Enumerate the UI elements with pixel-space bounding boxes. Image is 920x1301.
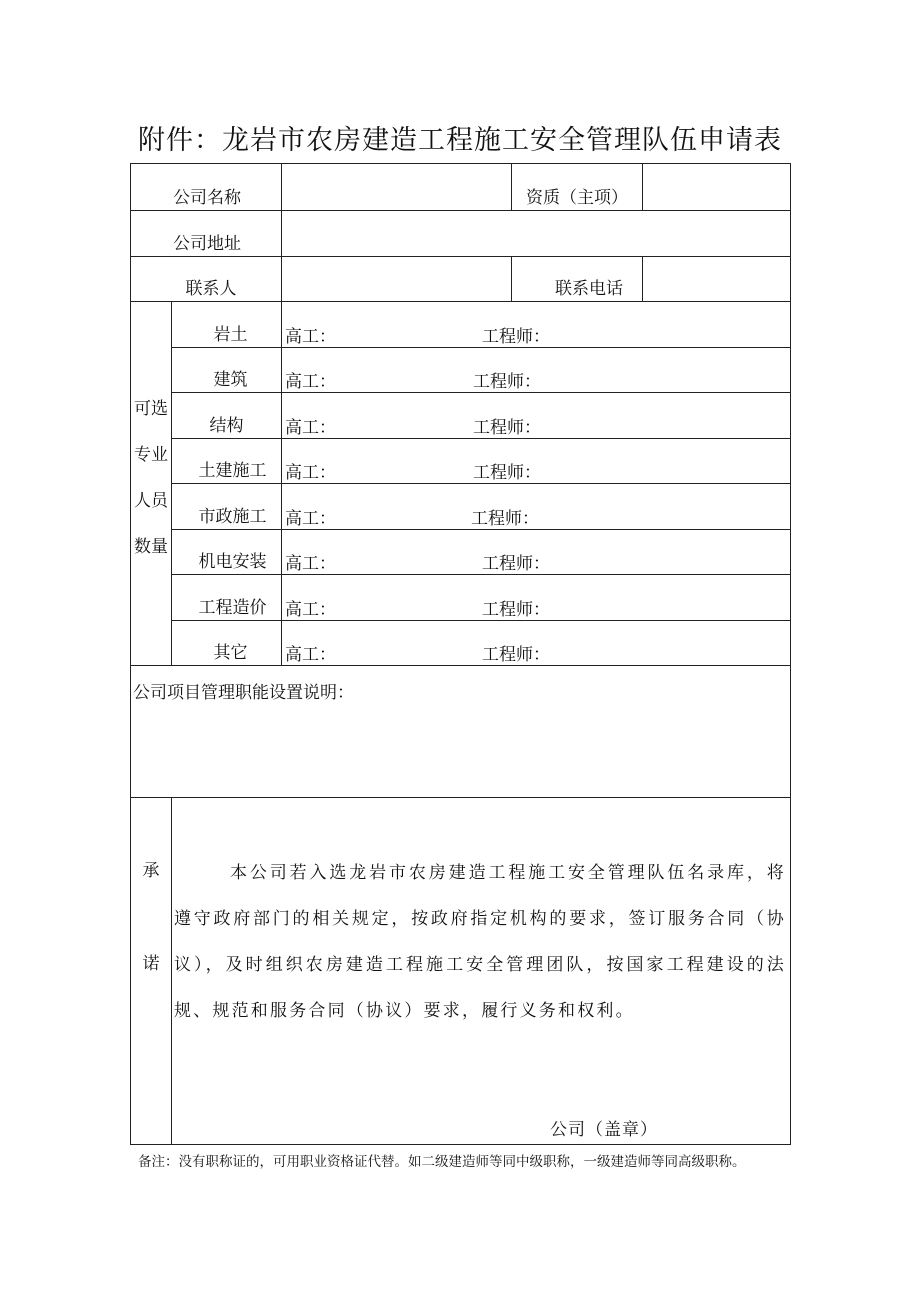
section-label-line: 数量 [134,536,168,557]
contact-field[interactable] [282,257,512,302]
company-name-field[interactable] [282,164,512,211]
senior-label: 高工： [285,418,336,438]
section-label-line: 专业 [134,444,168,465]
promise-body [172,798,791,1145]
senior-label: 高工： [285,509,336,529]
contact-label: 联系人 [131,257,282,302]
footnote: 备注：没有职称证的，可用职业资格证代替。如二级建造师等同中级职称，一级建造师等同高级职称。 [138,1154,746,1170]
specialty-label: 土建施工 [172,439,282,484]
engineer-label: 工程师： [482,600,550,620]
engineer-label: 工程师： [473,372,541,392]
specialty-label: 建筑 [172,348,282,393]
engineer-label: 工程师： [471,509,539,529]
promise-label [131,798,172,1145]
senior-label: 高工： [285,372,336,392]
staff-count-field[interactable] [282,484,791,530]
description-label: 公司项目管理职能设置说明： [133,683,354,703]
staff-count-field[interactable] [282,575,791,621]
staff-section-label [131,302,172,666]
phone-field[interactable] [643,257,791,302]
engineer-label: 工程师： [482,327,550,347]
specialty-label: 机电安装 [172,530,282,575]
engineer-label: 工程师： [473,418,541,438]
section-label-line: 可选 [134,398,168,419]
engineer-label: 工程师： [482,554,550,574]
qualification-field[interactable] [643,164,791,211]
staff-count-field[interactable] [282,393,791,439]
engineer-label: 工程师： [473,463,541,483]
staff-count-field[interactable] [282,530,791,575]
staff-count-field[interactable] [282,621,791,666]
company-name-label: 公司名称 [131,164,282,211]
senior-label: 高工： [285,327,336,347]
company-address-label: 公司地址 [131,211,282,257]
qualification-label: 资质（主项） [512,164,643,211]
promise-label-line: 承 [142,861,160,881]
specialty-label: 岩土 [172,302,282,348]
section-label-line: 人员 [134,490,168,511]
specialty-label: 市政施工 [172,484,282,530]
senior-label: 高工： [285,645,336,665]
promise-label-line: 诺 [142,954,160,974]
page-title: 附件：龙岩市农房建造工程施工安全管理队伍申请表 [138,125,782,156]
senior-label: 高工： [285,600,336,620]
engineer-label: 工程师： [482,645,550,665]
specialty-label: 结构 [172,393,282,439]
seal-label: 公司（盖章） [550,1120,658,1140]
phone-label: 联系电话 [512,257,643,302]
promise-text: 本公司若入选龙岩市农房建造工程施工安全管理队伍名录库，将遵守政府部门的相关规定，按政府指定机构的要求，签订服务合同（协议），及时组织农房建造工程施工安全管理团队，按国家工程建设的法规、规范和服务合同（协议）要求，履行义务和权利。 [174,863,786,1021]
application-form [130,163,791,1145]
specialty-label: 工程造价 [172,575,282,621]
description-field[interactable] [131,666,791,798]
senior-label: 高工： [285,463,336,483]
specialty-label: 其它 [172,621,282,666]
staff-count-field[interactable] [282,302,791,348]
staff-count-field[interactable] [282,439,791,484]
company-address-field[interactable] [282,211,791,257]
senior-label: 高工： [285,554,336,574]
staff-count-field[interactable] [282,348,791,393]
